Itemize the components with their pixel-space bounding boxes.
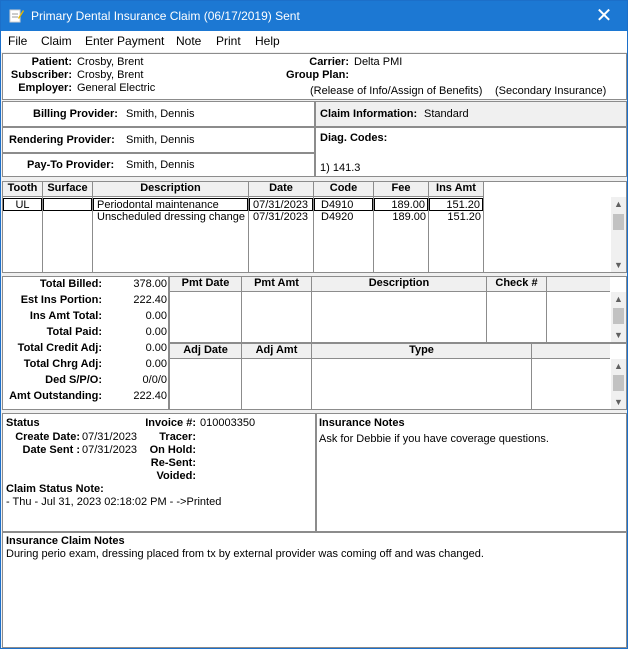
cell-fee: 189.00 (374, 198, 428, 211)
diag-code-1: 1) 141.3 (320, 162, 361, 174)
diag-codes-panel (315, 127, 627, 177)
invoice-label: Invoice #: (145, 417, 196, 429)
cell-description: Unscheduled dressing change (97, 211, 245, 223)
cell-ins-amt: 151.20 (447, 211, 481, 223)
scroll-up-icon[interactable]: ▲ (614, 199, 623, 209)
claim-notes-panel[interactable] (2, 532, 627, 648)
invoice-value: 010003350 (200, 417, 256, 429)
col-code[interactable]: Code (314, 182, 374, 196)
col-check-number[interactable]: Check # (487, 277, 547, 291)
total-chrg-adj-label: Total Chrg Adj: (23, 358, 102, 370)
payto-provider-label: Pay-To Provider: (27, 159, 115, 171)
col-description[interactable]: Description (93, 182, 249, 196)
secondary-insurance-text: (Secondary Insurance) (495, 85, 607, 97)
billing-provider-value: Smith, Dennis (126, 108, 195, 120)
scroll-down-icon[interactable]: ▼ (614, 260, 623, 270)
billing-provider-label: Billing Provider: (33, 108, 118, 120)
menu-note[interactable]: Note (176, 34, 202, 48)
cell-date: 07/31/2023 (253, 211, 309, 223)
release-info-text: (Release of Info/Assign of Benefits) (310, 85, 483, 97)
col-surface[interactable]: Surface (43, 182, 93, 196)
total-billed-label: Total Billed: (39, 278, 102, 290)
col-pmt-description[interactable]: Description (312, 277, 487, 291)
scroll-thumb[interactable] (613, 375, 624, 391)
total-credit-adj-value: 0.00 (145, 342, 167, 354)
col-pmt-date[interactable]: Pmt Date (170, 277, 242, 291)
adjustments-scrollbar[interactable] (611, 359, 626, 409)
est-ins-portion-value: 222.40 (133, 294, 167, 306)
status-title: Status (6, 417, 40, 429)
payments-scrollbar[interactable] (611, 292, 626, 342)
on-hold-label: On Hold: (149, 444, 196, 456)
patient-label: Patient: (31, 56, 72, 68)
procedures-scrollbar[interactable] (611, 197, 626, 272)
menu-bar (1, 31, 627, 52)
col-adj-amt[interactable]: Adj Amt (242, 344, 312, 358)
group-plan-label: Group Plan: (286, 69, 349, 81)
patient-value: Crosby, Brent (77, 56, 144, 68)
subscriber-label: Subscriber: (10, 69, 72, 81)
menu-help[interactable]: Help (255, 34, 280, 48)
menu-claim[interactable]: Claim (41, 34, 72, 48)
menu-print[interactable]: Print (216, 34, 241, 48)
cell-surface (43, 198, 92, 211)
total-chrg-adj-value: 0.00 (145, 358, 167, 370)
rendering-provider-value: Smith, Dennis (126, 134, 195, 146)
voided-label: Voided: (156, 470, 196, 482)
adjustments-grid[interactable] (169, 343, 627, 410)
amt-outstanding-label: Amt Outstanding: (9, 390, 102, 402)
adjustments-header-row (170, 344, 610, 359)
billing-provider-panel (2, 101, 315, 127)
claim-notes-text[interactable]: During perio exam, dressing placed from tx by external provider was coming off and was changed. (6, 548, 484, 560)
ded-spo-label: Ded S/P/O: (45, 374, 102, 386)
col-pmt-amt[interactable]: Pmt Amt (242, 277, 312, 291)
claim-status-note-text: - Thu - Jul 31, 2023 02:18:02 PM - ->Printed (6, 496, 222, 508)
amt-outstanding-value: 222.40 (133, 390, 167, 402)
create-date-label: Create Date: (15, 431, 80, 443)
date-sent-label: Date Sent : (22, 444, 80, 456)
payto-provider-value: Smith, Dennis (126, 159, 195, 171)
employer-label: Employer: (18, 82, 72, 94)
scroll-up-icon[interactable]: ▲ (614, 294, 623, 304)
scroll-thumb[interactable] (613, 214, 624, 230)
re-sent-label: Re-Sent: (150, 457, 196, 469)
cell-code: D4910 (314, 198, 373, 211)
insurance-notes-title: Insurance Notes (319, 417, 405, 429)
claim-information-panel (315, 101, 627, 127)
claim-information-value: Standard (424, 108, 469, 120)
patient-info-panel (2, 53, 627, 100)
cell-surface (43, 211, 92, 224)
tracer-label: Tracer: (159, 431, 196, 443)
ded-spo-value: 0/0/0 (142, 374, 167, 386)
claim-information-label: Claim Information: (320, 108, 418, 120)
status-panel (2, 413, 316, 532)
edit-document-icon (9, 8, 24, 23)
close-icon[interactable]: ✕ (595, 5, 613, 27)
subscriber-value: Crosby, Brent (77, 69, 144, 81)
col-fee[interactable]: Fee (374, 182, 429, 196)
cell-fee: 189.00 (392, 211, 426, 223)
cell-tooth (3, 211, 42, 224)
cell-code: D4920 (321, 211, 354, 223)
employer-value: General Electric (77, 82, 156, 94)
create-date-value: 07/31/2023 (82, 431, 138, 443)
cell-description: Periodontal maintenance (93, 198, 248, 211)
cell-date: 07/31/2023 (249, 198, 313, 211)
scroll-down-icon[interactable]: ▼ (614, 397, 623, 407)
carrier-value: Delta PMI (354, 56, 403, 68)
rendering-provider-label: Rendering Provider: (9, 134, 115, 146)
scroll-down-icon[interactable]: ▼ (614, 330, 623, 340)
table-row[interactable] (3, 211, 484, 224)
total-paid-label: Total Paid: (46, 326, 102, 338)
procedures-grid[interactable] (2, 181, 627, 273)
totals-panel (2, 276, 169, 410)
cell-tooth: UL (3, 198, 42, 211)
diag-codes-label: Diag. Codes: (320, 132, 388, 144)
date-sent-value: 07/31/2023 (82, 444, 138, 456)
scroll-thumb[interactable] (613, 308, 624, 324)
col-adj-type[interactable]: Type (312, 344, 532, 358)
carrier-label: Carrier: (309, 56, 349, 68)
payments-header-row (170, 277, 610, 292)
claim-notes-title: Insurance Claim Notes (6, 535, 125, 547)
table-row[interactable] (3, 198, 484, 211)
rendering-provider-panel (2, 127, 315, 153)
procedures-header-row (3, 182, 484, 197)
claim-status-note-label: Claim Status Note: (6, 483, 104, 495)
payments-grid[interactable] (169, 276, 627, 343)
ins-amt-total-label: Ins Amt Total: (29, 310, 102, 322)
total-paid-value: 0.00 (145, 326, 167, 338)
col-ins-amt[interactable]: Ins Amt (429, 182, 484, 196)
insurance-notes-panel[interactable] (316, 413, 627, 532)
ins-amt-total-value: 0.00 (145, 310, 167, 322)
menu-enter-payment[interactable]: Enter Payment (85, 34, 165, 48)
title-bar (1, 1, 627, 31)
window-title: Primary Dental Insurance Claim (06/17/2019) Sent (31, 9, 300, 23)
cell-ins-amt: 151.20 (429, 198, 483, 211)
est-ins-portion-label: Est Ins Portion: (20, 294, 102, 306)
col-adj-date[interactable]: Adj Date (170, 344, 242, 358)
total-billed-value: 378.00 (133, 278, 167, 290)
scroll-up-icon[interactable]: ▲ (614, 361, 623, 371)
col-date[interactable]: Date (249, 182, 314, 196)
payto-provider-panel (2, 153, 315, 177)
insurance-notes-text[interactable]: Ask for Debbie if you have coverage questions. (319, 433, 549, 445)
col-tooth[interactable]: Tooth (3, 182, 43, 196)
total-credit-adj-label: Total Credit Adj: (17, 342, 102, 354)
menu-file[interactable]: File (8, 34, 28, 48)
